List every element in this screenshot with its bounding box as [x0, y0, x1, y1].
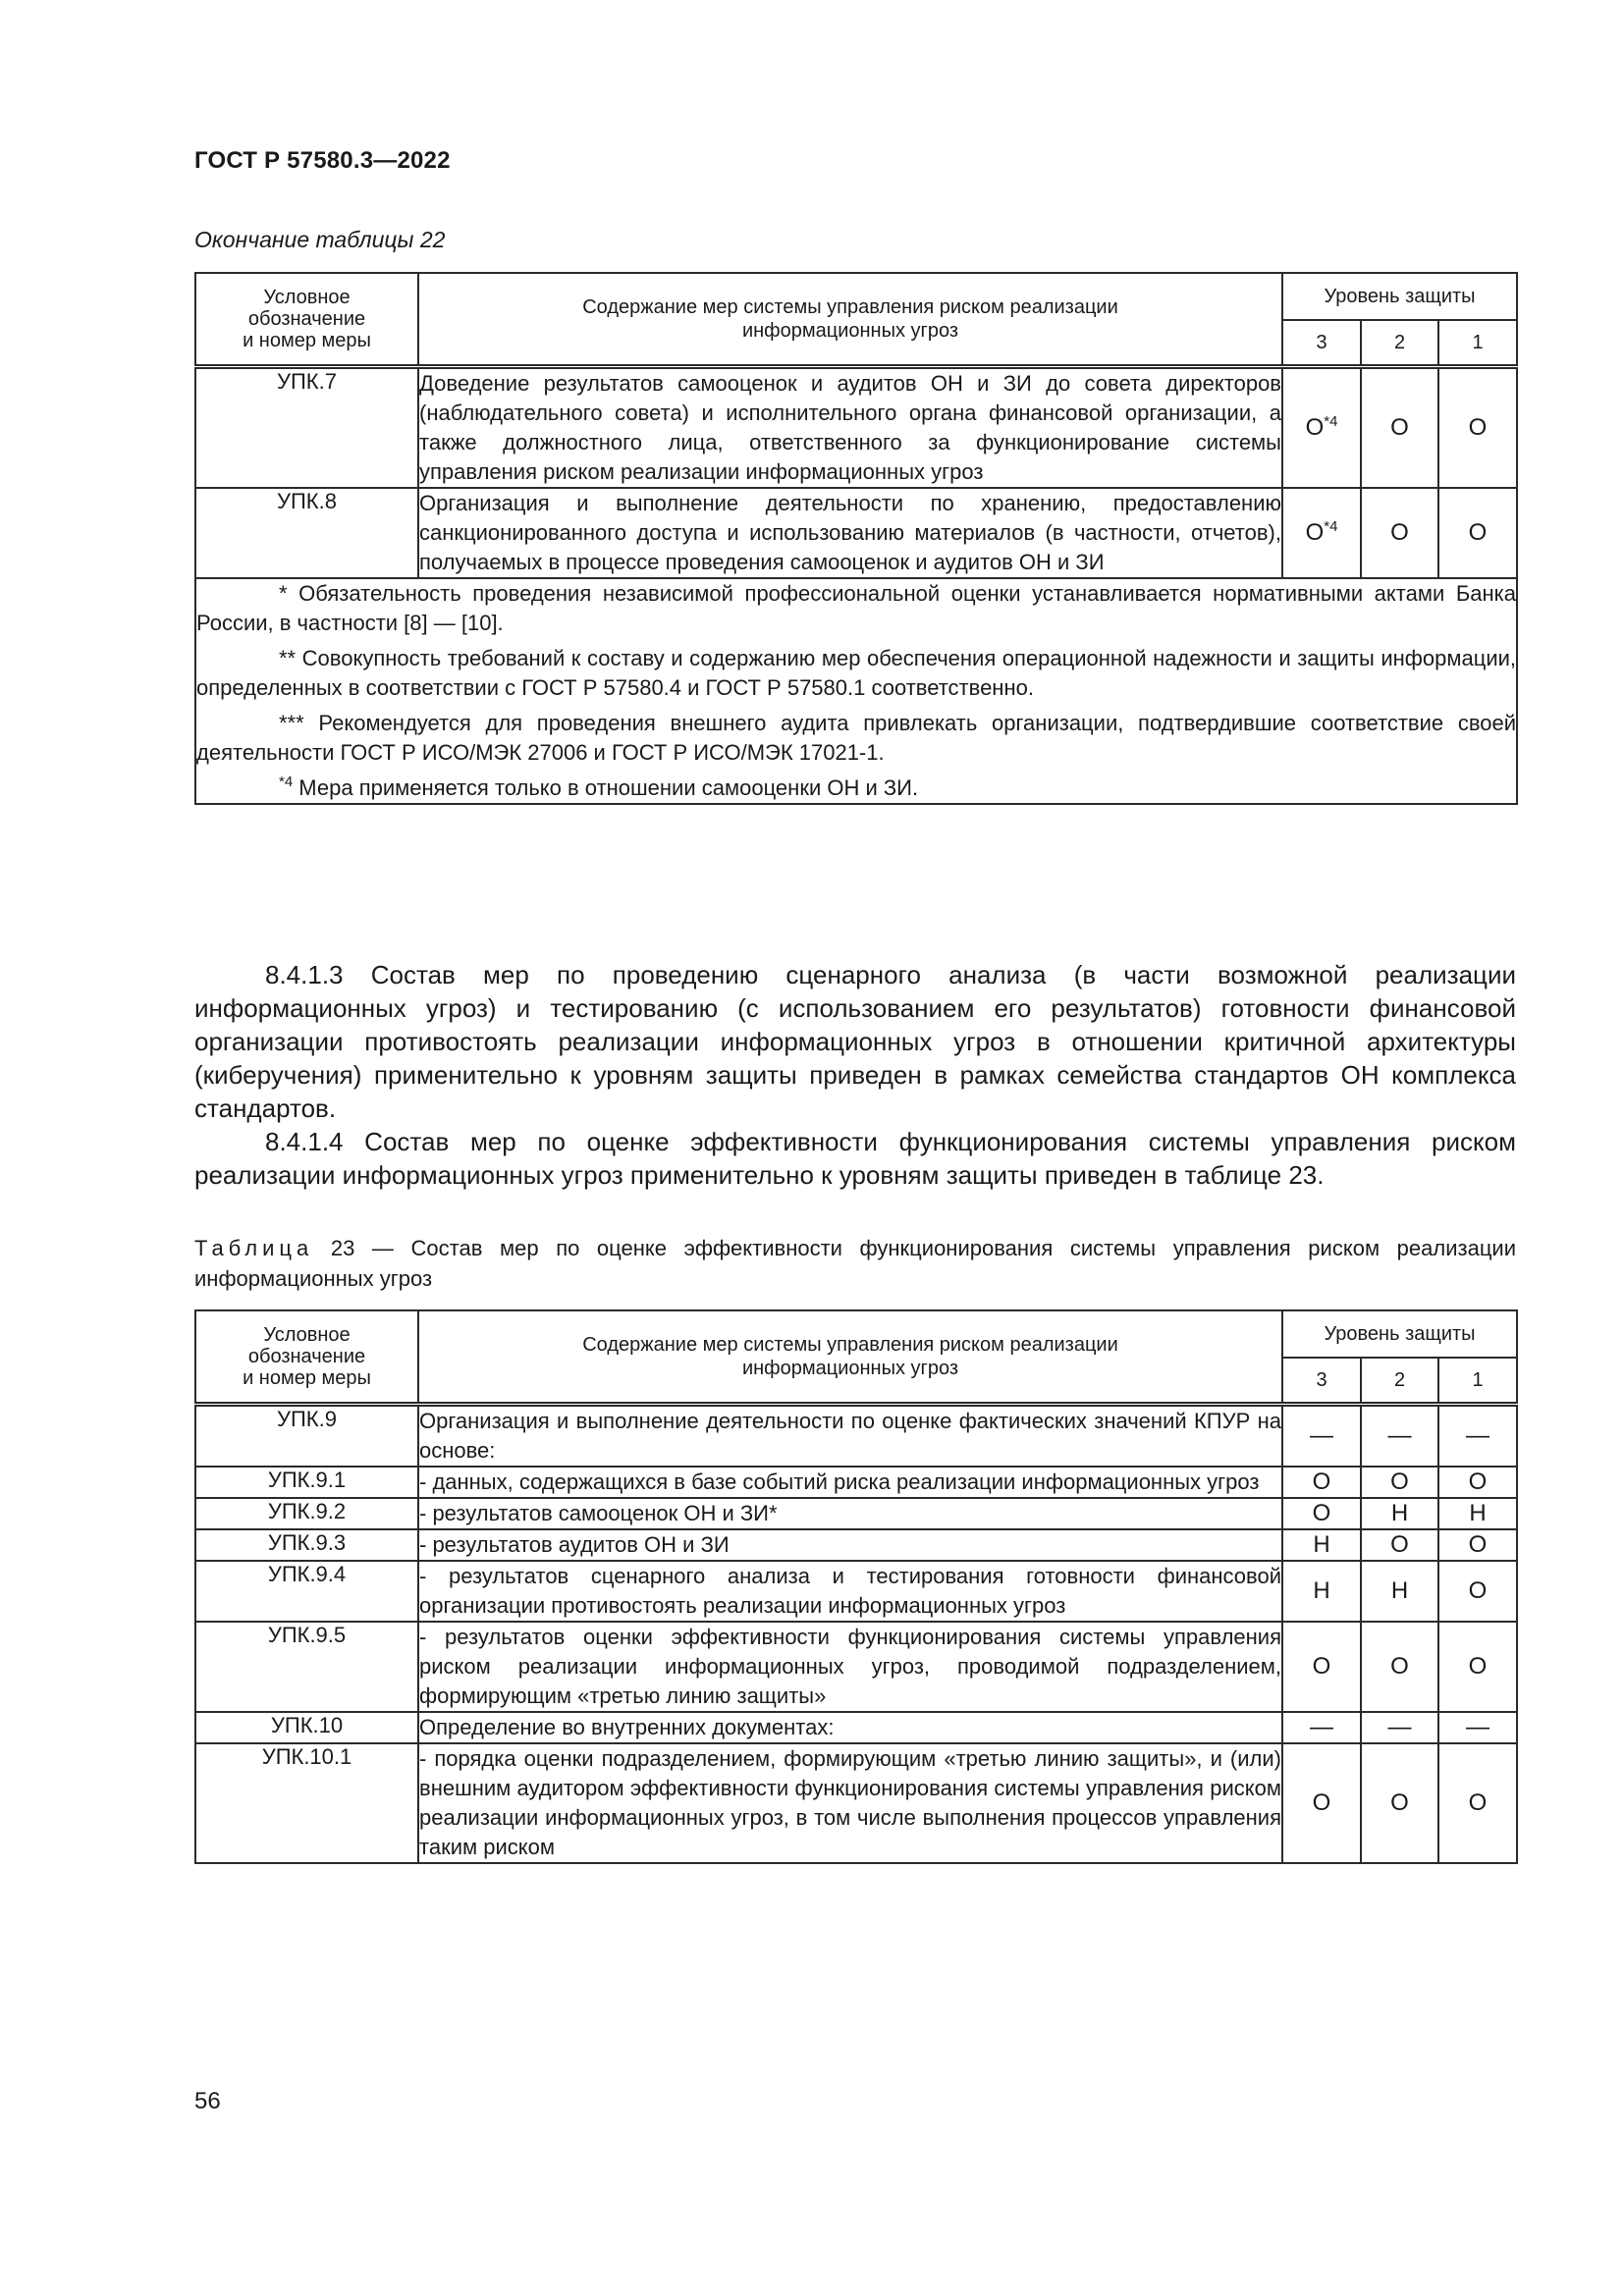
measure-text: - результатов аудитов ОН и ЗИ	[418, 1529, 1282, 1561]
measure-text: Доведение результатов самооценок и аудитов ОН и ЗИ до совета директоров (наблюдательного совета) и исполнительного органа финансовой организации, а также должностного лица, ответственного за функционирование системы управления риском реализации информационных угроз	[418, 367, 1282, 489]
header-level-3: 3	[1282, 1358, 1361, 1405]
footnote-text: Мера применяется только в отношении самооценки ОН и ЗИ.	[293, 775, 919, 800]
measure-text: Организация и выполнение деятельности по хранению, предоставлению санкционированного доступа и использованию материалов (в частности, отчетов), получаемых в процессе проведения самооценок и аудитов ОН и ЗИ	[418, 488, 1282, 578]
level-2-value: О	[1361, 488, 1438, 578]
header-level-3: 3	[1282, 320, 1361, 367]
footnote	[196, 644, 1516, 703]
header-content-line: Содержание мер системы управления риском реализации	[582, 296, 1118, 318]
footnote-mark: *4	[1324, 413, 1338, 430]
footnote-mark: ***	[279, 711, 304, 735]
level-3-value: —	[1282, 1405, 1361, 1468]
level-1-value: —	[1438, 1712, 1517, 1743]
measure-text: Организация и выполнение деятельности по оценке фактических значений КПУР на основе:	[418, 1405, 1282, 1468]
level-2-value: Н	[1361, 1498, 1438, 1529]
footnote-mark: *	[279, 581, 288, 606]
table-title-text: 23 — Состав мер по оценке эффективности функционирования системы управления риском реализации информационных угроз	[194, 1236, 1516, 1291]
measure-code: УПК.9.3	[195, 1529, 418, 1561]
table-22-caption: Окончание таблицы 22	[194, 227, 446, 252]
table-title-word: Таблица	[194, 1236, 314, 1260]
measure-code: УПК.8	[195, 488, 418, 578]
measure-text: - результатов самооценок ОН и ЗИ*	[418, 1498, 1282, 1529]
table-notes	[195, 578, 1517, 804]
measure-code: УПК.9.4	[195, 1561, 418, 1622]
level-1-value: О	[1438, 367, 1517, 489]
table-row	[195, 1529, 1517, 1561]
header-protection-level: Уровень защиты	[1282, 1310, 1517, 1358]
footnote-text: Совокупность требований к составу и содержанию мер обеспечения операционной надежности и защиты информации, определенных в соответствии с ГОСТ Р 57580.4 и ГОСТ Р 57580.1 соответственно.	[196, 646, 1517, 700]
measure-text: - результатов оценки эффективности функционирования системы управления риском реализации информационных угроз, проводимой подразделением, формирующим «третью линию защиты»	[418, 1622, 1282, 1712]
header-content-line: информационных угроз	[741, 320, 959, 342]
level-value: О	[1305, 414, 1325, 441]
level-1-value: О	[1438, 1622, 1517, 1712]
footnote-mark: *4	[279, 774, 294, 790]
header-code-line: и номер меры	[243, 330, 371, 351]
measure-code: УПК.7	[195, 367, 418, 489]
level-2-value: О	[1361, 1529, 1438, 1561]
header-code-line: и номер меры	[243, 1367, 371, 1389]
paragraph-8-4-1-4: 8.4.1.4 Состав мер по оценке эффективности функционирования системы управления риском реализации информационных угроз применительно к уровням защиты приведен в таблице 23.	[194, 1127, 1516, 1190]
level-3-value: О	[1282, 1622, 1361, 1712]
footnote	[196, 774, 1516, 803]
header-code	[195, 273, 418, 367]
level-2-value: Н	[1361, 1561, 1438, 1622]
measure-code: УПК.10.1	[195, 1743, 418, 1863]
footnote	[196, 579, 1516, 638]
level-1-value: —	[1438, 1405, 1517, 1468]
level-2-value: —	[1361, 1712, 1438, 1743]
level-3-value: Н	[1282, 1529, 1361, 1561]
measure-code: УПК.9.1	[195, 1467, 418, 1498]
measure-text: - данных, содержащихся в базе событий риска реализации информационных угроз	[418, 1467, 1282, 1498]
footnote	[196, 709, 1516, 768]
measure-code: УПК.10	[195, 1712, 418, 1743]
level-1-value: О	[1438, 1743, 1517, 1863]
header-code-line: Условное	[263, 287, 351, 308]
header-code-line: Условное	[263, 1324, 351, 1346]
level-3-value	[1282, 367, 1361, 489]
header-level-2: 2	[1361, 1358, 1438, 1405]
header-code	[195, 1310, 418, 1405]
level-1-value: О	[1438, 1529, 1517, 1561]
header-content-line: информационных угроз	[741, 1358, 959, 1379]
header-protection-level: Уровень защиты	[1282, 273, 1517, 320]
header-level-1: 1	[1438, 320, 1517, 367]
table-row	[195, 1467, 1517, 1498]
measure-code: УПК.9.5	[195, 1622, 418, 1712]
table-row	[195, 367, 1517, 489]
level-1-value: О	[1438, 1561, 1517, 1622]
header-level-2: 2	[1361, 320, 1438, 367]
table-row	[195, 1498, 1517, 1529]
header-content-line: Содержание мер системы управления риском реализации	[582, 1334, 1118, 1356]
header-code-line: обозначение	[247, 308, 366, 330]
level-1-value: О	[1438, 488, 1517, 578]
notes-row	[195, 578, 1517, 804]
footnote-text: Рекомендуется для проведения внешнего аудита привлекать организации, подтвердившие соответствие своей деятельности ГОСТ Р ИСО/МЭК 27006 и ГОСТ Р ИСО/МЭК 17021-1.	[196, 711, 1517, 765]
table-23	[194, 1309, 1518, 1864]
header-content	[418, 1310, 1282, 1405]
measure-code: УПК.9	[195, 1405, 418, 1468]
level-3-value: О	[1282, 1498, 1361, 1529]
paragraph-8-4-1-3: 8.4.1.3 Состав мер по проведению сценарного анализа (в части возможной реализации информационных угроз) и тестированию (с использованием его результатов) готовности финансовой организации противостоять реализации информационных угроз в отношении критичной архитектуры (киберучения) применительно к уровням защиты приведен в рамках семейства стандартов ОН комплекса стандартов.	[194, 960, 1516, 1123]
level-value: О	[1305, 519, 1325, 546]
table-22	[194, 272, 1518, 805]
table-row	[195, 1405, 1517, 1468]
header-content	[418, 273, 1282, 367]
level-2-value: О	[1361, 367, 1438, 489]
level-1-value: Н	[1438, 1498, 1517, 1529]
level-3-value: —	[1282, 1712, 1361, 1743]
footnote-mark: **	[279, 646, 297, 670]
page-number: 56	[194, 2088, 221, 2114]
level-3-value: О	[1282, 1743, 1361, 1863]
measure-text: Определение во внутренних документах:	[418, 1712, 1282, 1743]
level-3-value: Н	[1282, 1561, 1361, 1622]
level-1-value: О	[1438, 1467, 1517, 1498]
table-row	[195, 1712, 1517, 1743]
measure-text: - результатов сценарного анализа и тестирования готовности финансовой организации противостоять реализации информационных угроз	[418, 1561, 1282, 1622]
table-row	[195, 1561, 1517, 1622]
level-2-value: —	[1361, 1405, 1438, 1468]
measure-text: - порядка оценки подразделением, формирующим «третью линию защиты», и (или) внешним аудитором эффективности функционирования системы управления риском реализации информационных угроз, в том числе выполнения процессов управления таким риском	[418, 1743, 1282, 1863]
footnote-text: Обязательность проведения независимой профессиональной оценки устанавливается нормативными актами Банка России, в частности [8] — [10].	[196, 581, 1517, 635]
level-3-value	[1282, 488, 1361, 578]
header-code-line: обозначение	[247, 1346, 366, 1367]
footnote-mark: *4	[1324, 518, 1338, 535]
measure-code: УПК.9.2	[195, 1498, 418, 1529]
level-2-value: О	[1361, 1622, 1438, 1712]
table-row	[195, 1622, 1517, 1712]
header-level-1: 1	[1438, 1358, 1517, 1405]
table-23-title	[194, 1233, 1516, 1294]
table-row	[195, 1743, 1517, 1863]
standard-code: ГОСТ Р 57580.3—2022	[194, 147, 451, 174]
level-2-value: О	[1361, 1467, 1438, 1498]
level-2-value: О	[1361, 1743, 1438, 1863]
level-3-value: О	[1282, 1467, 1361, 1498]
table-row	[195, 488, 1517, 578]
